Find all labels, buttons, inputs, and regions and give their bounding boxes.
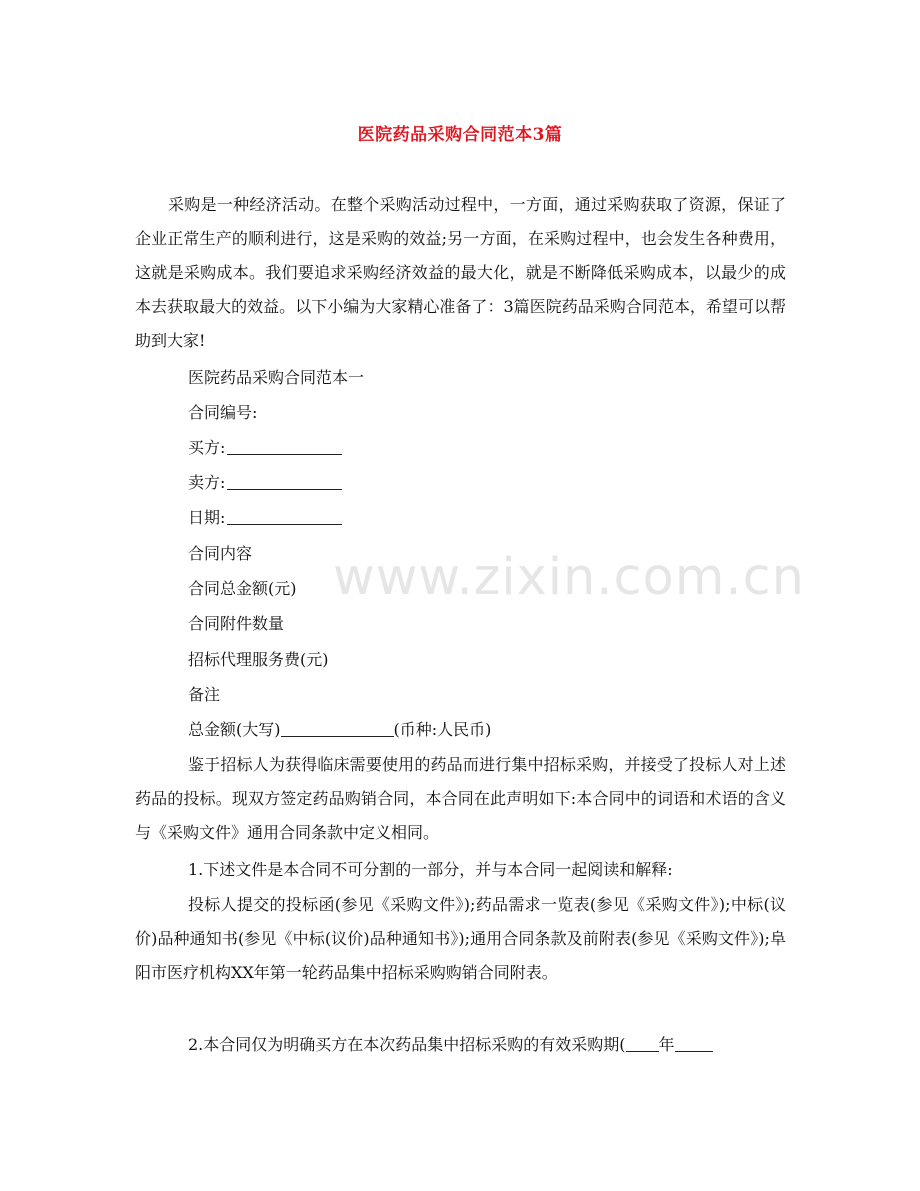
trailing-blank [675, 1035, 713, 1052]
intro-paragraph: 采购是一种经济活动。在整个采购活动过程中，一方面，通过采购获取了资源，保证了企业正常生产的顺利进行，这是采购的效益;另一方面，在采购过程中，也会发生各种费用，这就是采购成本。我们要追求采购经济效益的最大化，就是不断降低采购成本，以最少的成本去获取最大的效益。以下小编为大家精心准备了：3篇医院药品采购合同范本，希望可以帮助到大家! [135, 195, 786, 350]
seller-row [188, 466, 342, 500]
date-label: 日期: [188, 508, 226, 527]
contract-content-label: 合同内容 [188, 544, 253, 563]
year-label: 年 [658, 1035, 675, 1054]
section-title: 医院药品采购合同范本一 [188, 368, 365, 387]
year-blank [626, 1035, 659, 1052]
total-upper-blank [281, 720, 394, 737]
buyer-blank [227, 438, 342, 455]
remarks-label: 备注 [188, 685, 221, 704]
total-upper-row [188, 713, 491, 747]
clause-2-row [188, 1028, 713, 1062]
buyer-label: 买方: [188, 438, 226, 457]
clause-2-text: 2.本合同仅为明确买方在本次药品集中招标采购的有效采购期( [188, 1035, 626, 1054]
document-title: 医院药品采购合同范本3篇 [357, 125, 563, 145]
agreement-paragraph: 鉴于招标人为获得临床需要使用的药品而进行集中招标采购，并接受了投标人对上述药品的投标。现双方签定药品购销合同，本合同在此声明如下:本合同中的词语和术语的含义与《采购文件》通用合同条款中定义相同。 [135, 755, 786, 842]
clause-1: 1.下述文件是本合同不可分割的一部分，并与本合同一起阅读和解释: [188, 860, 673, 879]
currency-note: (币种:人民币) [393, 720, 492, 739]
date-row [188, 501, 342, 535]
buyer-row [188, 431, 342, 465]
total-amount-label: 合同总金额(元) [188, 579, 297, 598]
documents-paragraph: 投标人提交的投标函(参见《采购文件》);药品需求一览表(参见《采购文件》);中标(议价)品种通知书(参见《中标(议价)品种通知书》);通用合同条款及前附表(参见《采购文件》);阜阳市医疗机构XX年第一轮药品集中招标采购购销合同附表。 [135, 895, 786, 982]
watermark: www.zixin.com.cn [333, 548, 805, 607]
seller-blank [227, 473, 342, 490]
attachment-count-label: 合同附件数量 [188, 614, 285, 633]
agency-fee-label: 招标代理服务费(元) [188, 650, 329, 669]
total-upper-label: 总金额(大写) [188, 720, 281, 739]
date-blank [227, 508, 342, 525]
seller-label: 卖方: [188, 473, 226, 492]
contract-number-label: 合同编号: [188, 403, 258, 422]
